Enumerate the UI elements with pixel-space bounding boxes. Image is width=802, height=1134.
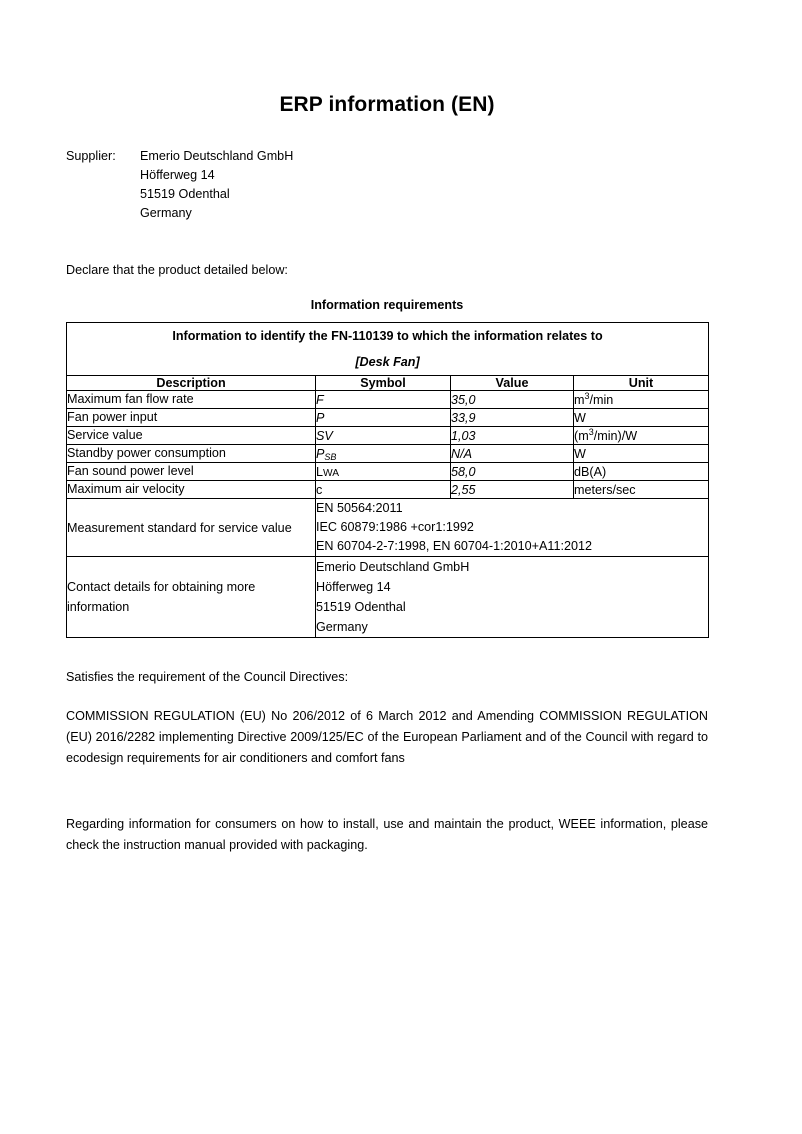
row-unit <box>574 481 709 499</box>
unit-superscript: 3 <box>584 390 590 401</box>
row-description: Maximum fan flow rate <box>67 391 316 409</box>
supplier-address-line-3: 51519 Odenthal <box>140 187 230 202</box>
row-unit <box>574 445 709 463</box>
spacer <box>66 769 708 814</box>
measurement-standard-row <box>67 499 709 557</box>
supplier-label: Supplier: <box>66 149 116 164</box>
unit-prefix: W <box>574 446 586 461</box>
identify-heading-text: Information to identify the FN-110139 to which the information relates to <box>172 329 603 344</box>
standard-line-3: EN 60704-2-7:1998, EN 60704-1:2010+A11:2012 <box>316 539 592 554</box>
table-row <box>67 391 709 409</box>
symbol-base: SV <box>316 428 333 443</box>
standard-line-1: EN 50564:2011 <box>316 501 403 516</box>
row-description: Maximum air velocity <box>67 481 316 499</box>
row-unit <box>574 463 709 481</box>
identify-heading-cell <box>67 323 709 376</box>
satisfies-line: Satisfies the requirement of the Council Directives: <box>66 670 349 685</box>
supplier-block <box>66 147 708 223</box>
unit-suffix: /min)/W <box>593 428 638 443</box>
unit-prefix: meters/sec <box>574 482 636 497</box>
contact-line-1: Emerio Deutschland GmbH <box>316 560 470 575</box>
declare-line: Declare that the product detailed below: <box>66 263 288 278</box>
unit-prefix: (m <box>574 428 589 443</box>
contact-details-value <box>316 557 709 638</box>
supplier-address-line-1: Emerio Deutschland GmbH <box>140 149 294 164</box>
measurement-standard-value <box>316 499 709 557</box>
contact-details-label: Contact details for obtaining more information <box>67 557 316 638</box>
standard-line-2: IEC 60879:1986 +cor1:1992 <box>316 520 474 535</box>
table-row <box>67 445 709 463</box>
row-unit <box>574 409 709 427</box>
contact-details-row <box>67 557 709 638</box>
row-value: 33,9 <box>451 409 574 427</box>
row-symbol <box>316 481 451 499</box>
symbol-base: P <box>316 446 325 461</box>
symbol-subscript: WA <box>323 467 340 479</box>
product-name-text: [Desk Fan] <box>355 355 420 370</box>
row-value: 35,0 <box>451 391 574 409</box>
row-value: 2,55 <box>451 481 574 499</box>
consumer-info-paragraph: Regarding information for consumers on how to install, use and maintain the product, WEEE information, please check the instruction manual provided with packaging. <box>66 817 708 853</box>
symbol-base: c <box>316 482 323 497</box>
row-unit <box>574 427 709 445</box>
row-value: 58,0 <box>451 463 574 481</box>
unit-prefix: m <box>574 392 585 407</box>
contact-line-3: 51519 Odenthal <box>316 600 406 615</box>
row-unit <box>574 391 709 409</box>
contact-line-2: Höfferweg 14 <box>316 580 391 595</box>
table-row <box>67 463 709 481</box>
unit-prefix: W <box>574 410 586 425</box>
row-description: Service value <box>67 427 316 445</box>
contact-line-4: Germany <box>316 620 368 635</box>
symbol-base: L <box>316 464 324 479</box>
table-caption: Information requirements <box>310 298 464 313</box>
row-symbol <box>316 409 451 427</box>
symbol-subscript: SB <box>324 451 337 462</box>
row-value: 1,03 <box>451 427 574 445</box>
document-content <box>66 0 708 856</box>
row-symbol <box>316 463 451 481</box>
page-title: ERP information (EN) <box>279 93 495 116</box>
regulation-paragraph: COMMISSION REGULATION (EU) No 206/2012 of 6 March 2012 and Amending COMMISSION REGULATION (EU) 2016/2282 implementing Directive 2009/125/EC of the European Parliament and of the Council with regard to ecodesign requirements for air conditioners and comfort fans <box>66 709 708 766</box>
row-value: N/A <box>451 445 574 463</box>
table-row <box>67 427 709 445</box>
footer-block <box>66 668 708 856</box>
unit-superscript: 3 <box>588 426 594 437</box>
row-symbol <box>316 445 451 463</box>
symbol-base: P <box>316 410 325 425</box>
erp-information-table <box>66 322 709 638</box>
supplier-address-line-2: Höfferweg 14 <box>140 168 215 183</box>
table-header-title-row <box>67 323 709 376</box>
table-row <box>67 481 709 499</box>
row-symbol <box>316 391 451 409</box>
row-description: Standby power consumption <box>67 445 316 463</box>
symbol-base: F <box>316 392 324 407</box>
supplier-address-line-4: Germany <box>140 206 192 221</box>
table-column-header-row <box>67 376 709 391</box>
row-symbol <box>316 427 451 445</box>
column-header-description: Description <box>67 376 316 391</box>
spacer <box>66 687 708 706</box>
table-row <box>67 409 709 427</box>
column-header-value: Value <box>451 376 574 391</box>
supplier-address <box>140 147 293 223</box>
column-header-symbol: Symbol <box>316 376 451 391</box>
supplier-row <box>66 147 708 223</box>
unit-prefix: dB(A) <box>574 464 607 479</box>
column-header-unit: Unit <box>574 376 709 391</box>
unit-suffix: /min <box>589 392 614 407</box>
row-description: Fan sound power level <box>67 463 316 481</box>
measurement-standard-label: Measurement standard for service value <box>67 499 316 557</box>
row-description: Fan power input <box>67 409 316 427</box>
